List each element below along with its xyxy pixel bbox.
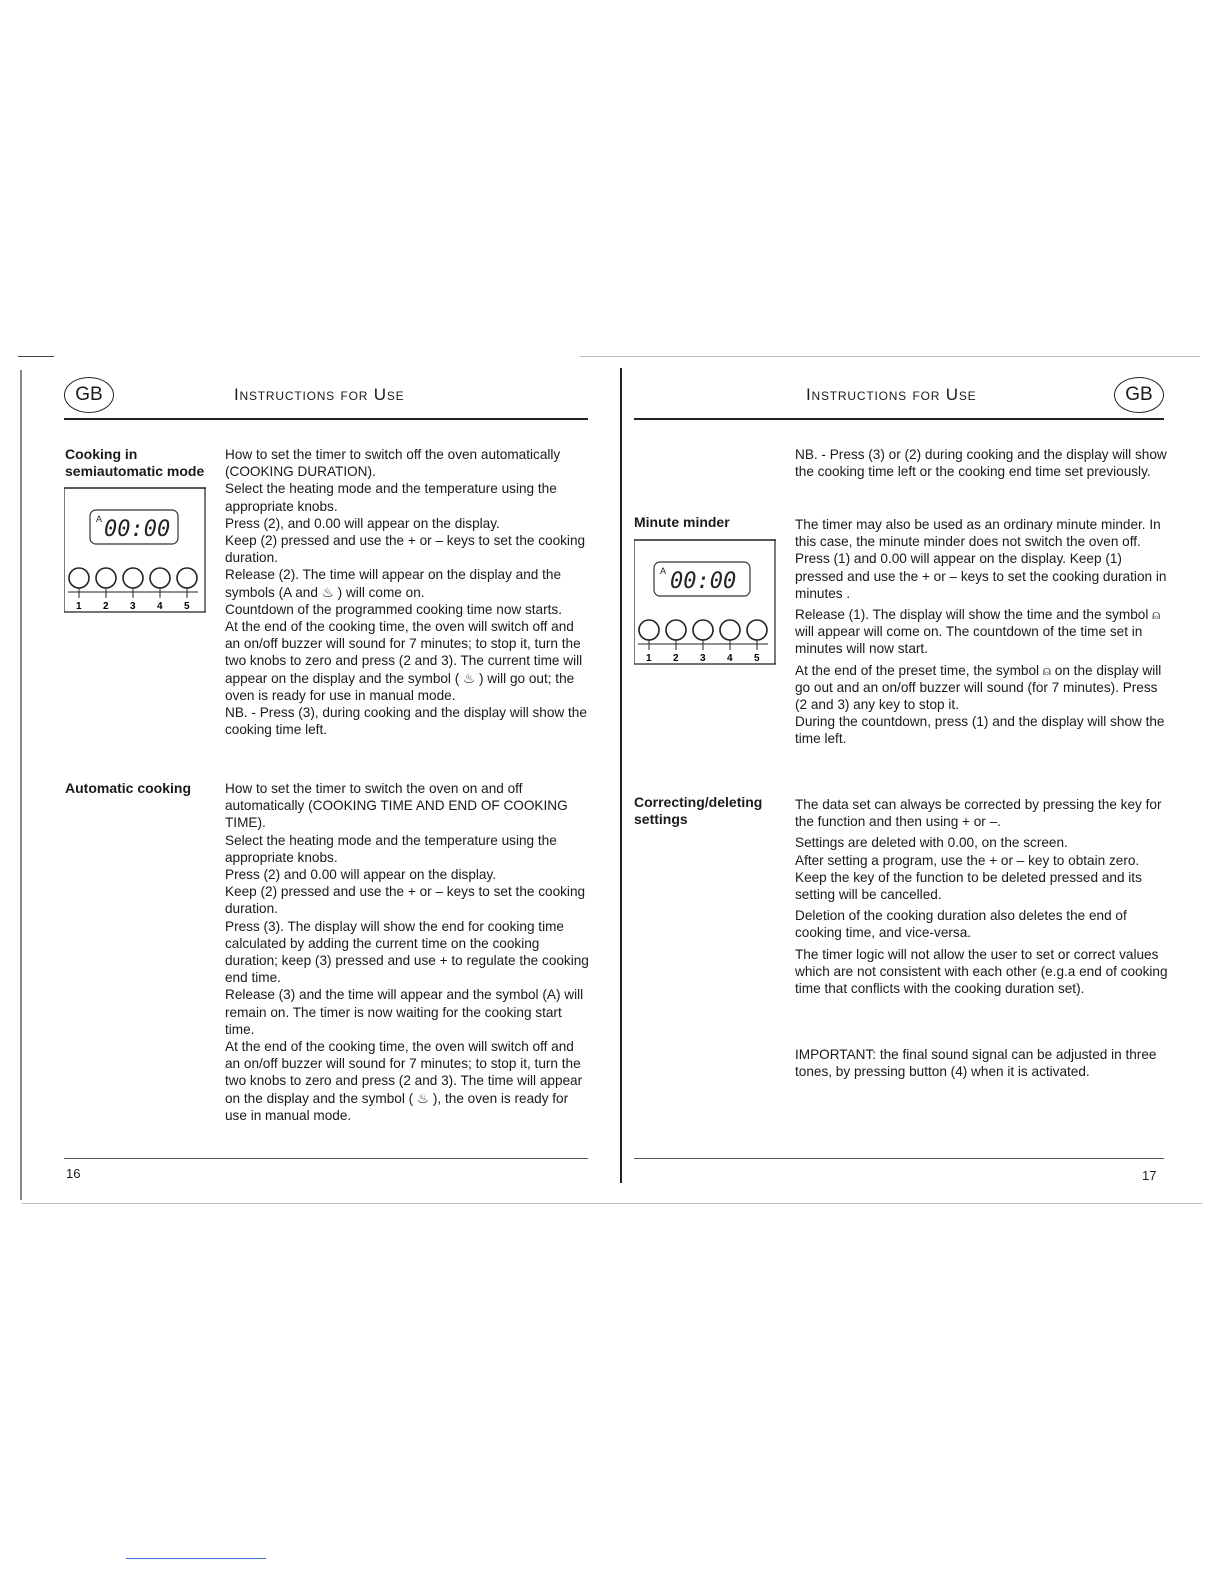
paragraph: Countdown of the programmed cooking time now starts. — [225, 601, 562, 617]
button-label-2: 2 — [673, 653, 679, 664]
paragraph: Select the heating mode and the temperature using the appropriate knobs. — [225, 481, 557, 514]
paragraph: The data set can always be corrected by pressing the key for the function and then using + or –. — [795, 797, 1162, 830]
control-panel-svg — [634, 538, 776, 666]
header-rule — [64, 418, 588, 420]
section-heading: Minute minder — [634, 514, 730, 530]
paragraph: How to set the timer to switch off the oven automatically (COOKING DURATION). — [225, 447, 561, 480]
button-label-4: 4 — [727, 653, 733, 664]
paragraph: At the end of the preset time, the symbol ⍝ on the display will go out and an on/off buzzer will sound (for 7 minutes). Press (2 and 3) any key to stop it. — [795, 662, 1162, 713]
display-readout: 00:00 — [670, 569, 737, 594]
paragraph: Keep (2) pressed and use the + or – keys to set the cooking duration. — [225, 533, 586, 566]
important-note: IMPORTANT: the final sound signal can be adjusted in three tones, by pressing button (4) when it is activated. — [795, 1047, 1157, 1080]
paragraph: Release (2). The time will appear on the display and the symbols (A and ♨ ) will come on. — [225, 567, 562, 600]
section-body — [795, 796, 1171, 997]
button-label-5: 5 — [184, 601, 190, 612]
scan-mark — [18, 356, 54, 357]
page-header-title: Instructions for Use — [234, 385, 405, 404]
scan-mark — [22, 1203, 1202, 1204]
scan-mark — [126, 1558, 266, 1559]
paragraph: During the countdown, press (1) and the display will show the time left. — [795, 714, 1165, 747]
display-readout: 00:00 — [104, 517, 171, 542]
control-panel-illustration — [634, 538, 776, 666]
paragraph: Press (2), and 0.00 will appear on the display. — [225, 515, 500, 531]
gb-badge: GB — [64, 377, 114, 413]
button-label-4: 4 — [157, 601, 163, 612]
scan-mark — [580, 356, 1200, 357]
button-label-5: 5 — [754, 653, 760, 664]
button-label-1: 1 — [76, 601, 82, 612]
page-divider — [620, 368, 622, 1183]
display-prefix: A — [660, 566, 667, 576]
paragraph: After setting a program, use the + or – key to obtain zero. Keep the key of the function to be deleted pressed and its setting will be cancelled. — [795, 852, 1142, 903]
button-label-3: 3 — [700, 653, 706, 664]
control-panel-svg — [64, 486, 206, 614]
section-body — [795, 516, 1171, 748]
page-number: 16 — [66, 1166, 81, 1181]
page-number: 17 — [1142, 1168, 1157, 1183]
paragraph: Select the heating mode and the temperature using the appropriate knobs. — [225, 832, 557, 865]
nb-paragraph: NB. - Press (3), during cooking and the display will show the cooking time left. — [225, 705, 587, 738]
knob-row — [68, 568, 198, 598]
knob-row — [638, 620, 768, 650]
display-prefix: A — [96, 514, 103, 524]
section-body — [225, 780, 591, 1124]
paragraph: The timer may also be used as an ordinary minute minder. In this case, the minute minder does not switch the oven off. — [795, 517, 1161, 550]
paragraph: Release (3) and the time will appear and the symbol (A) will remain on. The timer is now waiting for the cooking start time. — [225, 987, 584, 1037]
paragraph: Press (3). The display will show the end for cooking time calculated by adding the current time on the cooking duration; keep (3) pressed and use + to regulate the cooking end time. — [225, 918, 589, 986]
button-label-1: 1 — [646, 653, 652, 664]
footer-rule — [634, 1158, 1164, 1159]
paragraph: Press (1) and 0.00 will appear on the display. Keep (1) pressed and use the + or – keys to set the cooking duration in minutes . — [795, 551, 1167, 601]
section-heading: Automatic cooking — [65, 780, 192, 796]
paragraph: Press (2) and 0.00 will appear on the display. — [225, 867, 497, 883]
left-binding-line — [20, 370, 22, 1200]
section-heading: Cooking in semiautomatic mode — [65, 446, 205, 479]
section-heading: Correcting/deleting settings — [634, 794, 763, 827]
paragraph: Deletion of the cooking duration also deletes the end of cooking time, and vice-versa. — [795, 908, 1127, 941]
paragraph: How to set the timer to switch the oven on and off automatically (COOKING TIME AND END OF COOKING TIME). — [225, 781, 568, 831]
button-label-3: 3 — [130, 601, 136, 612]
paragraph: The timer logic will not allow the user to set or correct values which are not consistent with each other (e.g.a end of cooking time that conflicts with the cooking duration set). — [795, 946, 1168, 997]
paragraph: At the end of the cooking time, the oven will switch off and an on/off buzzer will sound for 7 minutes; to stop it, turn the two knobs to zero and press (2 and 3). The current time will appear on the display and the symbol ( ♨ ) will go out; the oven is ready for use in manual mode. — [225, 619, 583, 703]
gb-badge: GB — [1114, 377, 1164, 413]
page-header-title: Instructions for Use — [806, 385, 977, 404]
control-panel-illustration — [64, 486, 206, 614]
paragraph: Release (1). The display will show the time and the symbol ⍝ will appear will come on. The countdown of the time set in minutes will now start. — [795, 607, 1161, 657]
footer-rule — [64, 1158, 588, 1159]
button-label-2: 2 — [103, 601, 109, 612]
paragraph: At the end of the cooking time, the oven will switch off and an on/off buzzer will sound for 7 minutes; to stop it, turn the two knobs to zero and press (2 and 3). The time will appear on the display and the symbol ( ♨ ), the oven is ready for use in manual mode. — [225, 1039, 583, 1123]
paragraph: Keep (2) pressed and use the + or – keys to set the cooking duration. — [225, 884, 586, 917]
nb-paragraph: NB. - Press (3) or (2) during cooking and the display will show the cooking time left or the cooking end time set previously. — [795, 447, 1167, 480]
section-body — [225, 446, 591, 738]
paragraph: Settings are deleted with 0.00, on the screen. — [795, 835, 1068, 851]
header-rule — [634, 418, 1164, 420]
